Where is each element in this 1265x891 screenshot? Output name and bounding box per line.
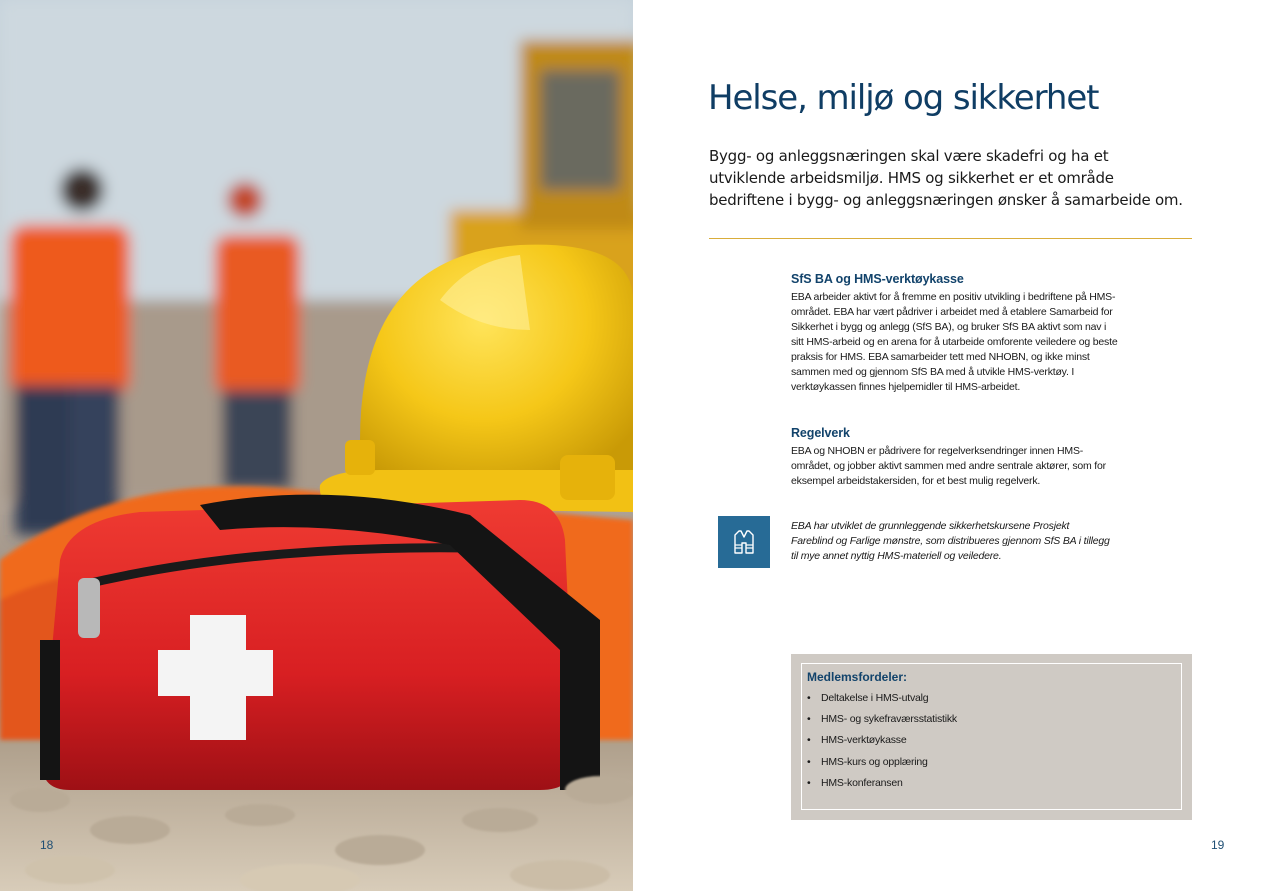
member-benefits-box [791, 654, 1192, 820]
section-body: EBA og NHOBN er pådrivere for regelverksendringer innen HMS-området, og jobber aktivt sammen med andre sentrale aktører, som for eksempel arbeidstakersiden, for et best mulig regelverk. [791, 445, 1106, 487]
member-benefits-title: Medlemsfordeler: [807, 670, 908, 684]
page-title: Helse, miljø og sikkerhet [708, 78, 1099, 118]
note-text: EBA har utviklet de grunnleggende sikkerhetskursene Prosjekt Fareblind og Farlige mønstre, som distribueres gjennom SfS BA i tillegg til mye annet nyttig HMS-materiell og veiledere. [791, 520, 1110, 562]
intro-text: Bygg- og anleggsnæringen skal være skadefri og ha et utviklende arbeidsmiljø. HMS og sikkerhet er et område bedriftene i bygg- og anleggsnæringen ønsker å samarbeide om. [709, 147, 1183, 209]
member-benefits-list [807, 688, 957, 794]
page-number-right: 19 [1211, 838, 1225, 852]
page-number-left: 18 [40, 838, 54, 852]
list-item: • HMS- og sykefraværsstatistikk [807, 709, 957, 730]
section-body: EBA arbeider aktivt for å fremme en positiv utvikling i bedriftene på HMS-området. EBA har vært pådriver i arbeidet med å etablere Samarbeid for Sikkerhet i bygg og anlegg (SfS BA), og bruker SfS BA aktivt som nav i sitt HMS-arbeid og en arena for å utarbeide omforente veiledere og beste praksis for HMS. EBA samarbeider tett med NHOBN, og ikke minst sammen med og gjennom SfS BA med å utvikle HMS-verktøy. I verktøykassen finnes hjelpemidler til HMS-arbeidet. [791, 291, 1118, 393]
list-item: • HMS-kurs og opplæring [807, 752, 957, 773]
section-heading: Regelverk [791, 426, 850, 440]
list-item: • HMS-verktøykasse [807, 730, 957, 751]
section-heading: SfS BA og HMS-verktøykasse [791, 272, 964, 286]
list-item: • HMS-konferansen [807, 773, 957, 794]
divider [709, 238, 1192, 239]
safety-vest-icon [718, 516, 770, 568]
section-sfs-ba [791, 272, 1121, 395]
section-regelverk [791, 426, 1121, 489]
list-item: • Deltakelse i HMS-utvalg [807, 688, 957, 709]
first-aid-bag-icon [40, 495, 600, 790]
